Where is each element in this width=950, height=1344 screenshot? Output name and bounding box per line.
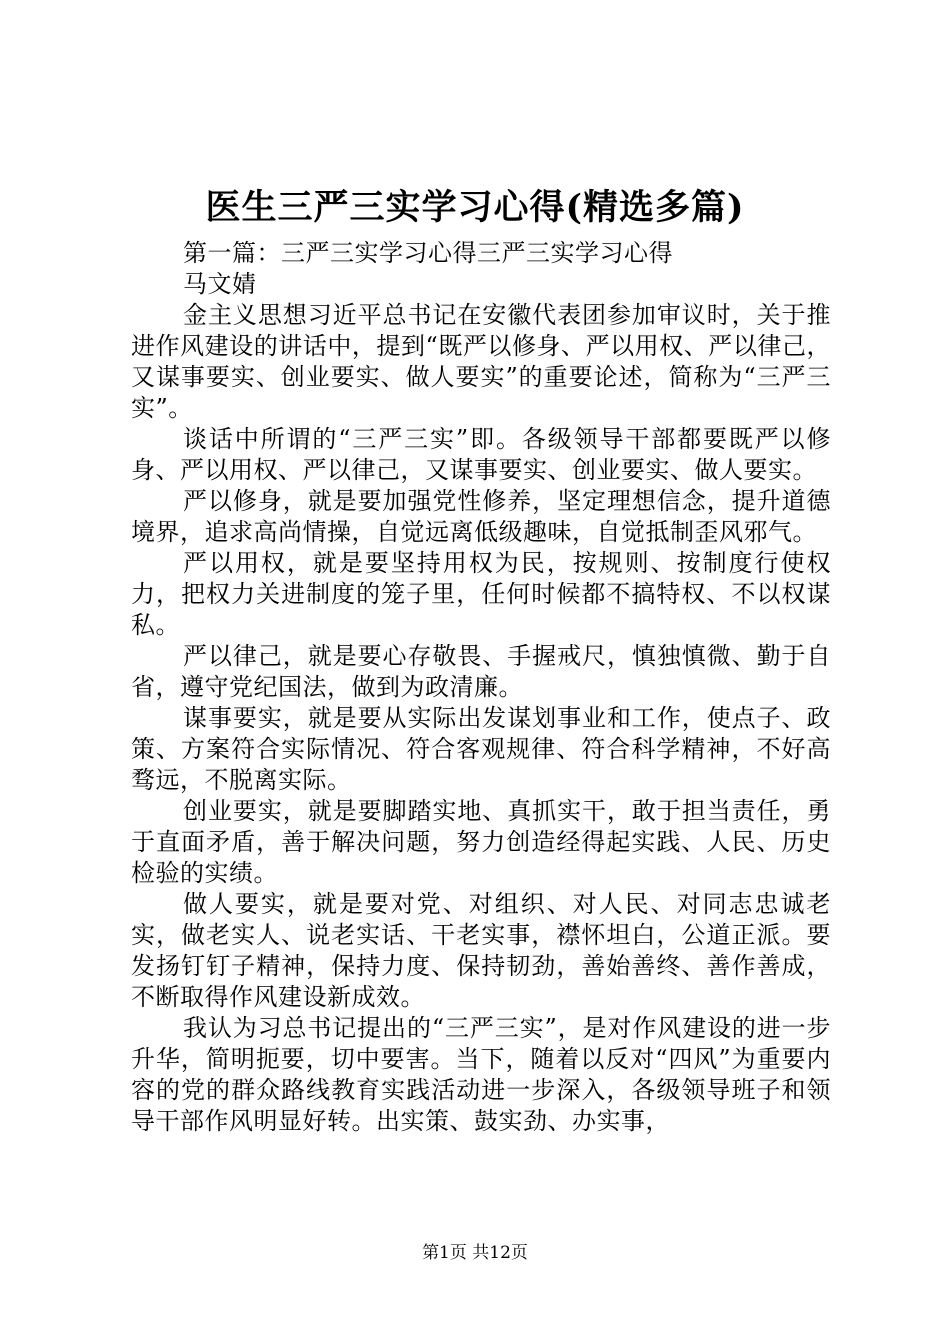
paragraph: 谋事要实，就是要从实际出发谋划事业和工作，使点子、政策、方案符合实际情况、符合客观规律、符合科学精神，不好高骛远，不脱离实际。 — [131, 704, 831, 794]
document-body — [131, 238, 831, 1137]
paragraph: 严以修身，就是要加强党性修养，坚定理想信念，提升道德境界，追求高尚情操，自觉远离低级趣味，自觉抵制歪风邪气。 — [131, 487, 831, 546]
paragraph: 严以用权，就是要坚持用权为民，按规则、按制度行使权力，把权力关进制度的笼子里，任何时候都不搞特权、不以权谋私。 — [131, 549, 831, 639]
page-number-footer: 第1页 共12页 — [422, 1243, 528, 1263]
document-title: 医生三严三实学习心得(精选多篇) — [205, 187, 745, 228]
paragraph: 金主义思想习近平总书记在安徽代表团参加审议时，关于推进作风建设的讲话中，提到“既严以修身、严以用权、严以律己，又谋事要实、创业要实、做人要实”的重要论述，简称为“三严三实”。 — [131, 301, 831, 422]
paragraph: 谈话中所谓的“三严三实”即。各级领导干部都要既严以修身、严以用权、严以律己，又谋事要实、创业要实、做人要实。 — [131, 425, 831, 484]
paragraph: 严以律己，就是要心存敬畏、手握戒尺，慎独慎微、勤于自省，遵守党纪国法，做到为政清廉。 — [131, 642, 831, 701]
paragraph: 做人要实，就是要对党、对组织、对人民、对同志忠诚老实，做老实人、说老实话、干老实事，襟怀坦白，公道正派。要发扬钉钉子精神，保持力度、保持韧劲，善始善终、善作善成，不断取得作风建设新成效。 — [131, 890, 831, 1011]
paragraph: 马文婧 — [183, 270, 257, 298]
paragraph: 创业要实，就是要脚踏实地、真抓实干，敢于担当责任，勇于直面矛盾，善于解决问题，努力创造经得起实践、人民、历史检验的实绩。 — [131, 797, 831, 887]
paragraph: 第一篇：三严三实学习心得三严三实学习心得 — [183, 239, 673, 267]
paragraph: 我认为习总书记提出的“三严三实”，是对作风建设的进一步升华，简明扼要，切中要害。当下，随着以反对“四风”为重要内容的党的群众路线教育实践活动进一步深入，各级领导班子和领导干部作风明显好转。出实策、鼓实劲、办实事， — [131, 1014, 831, 1135]
